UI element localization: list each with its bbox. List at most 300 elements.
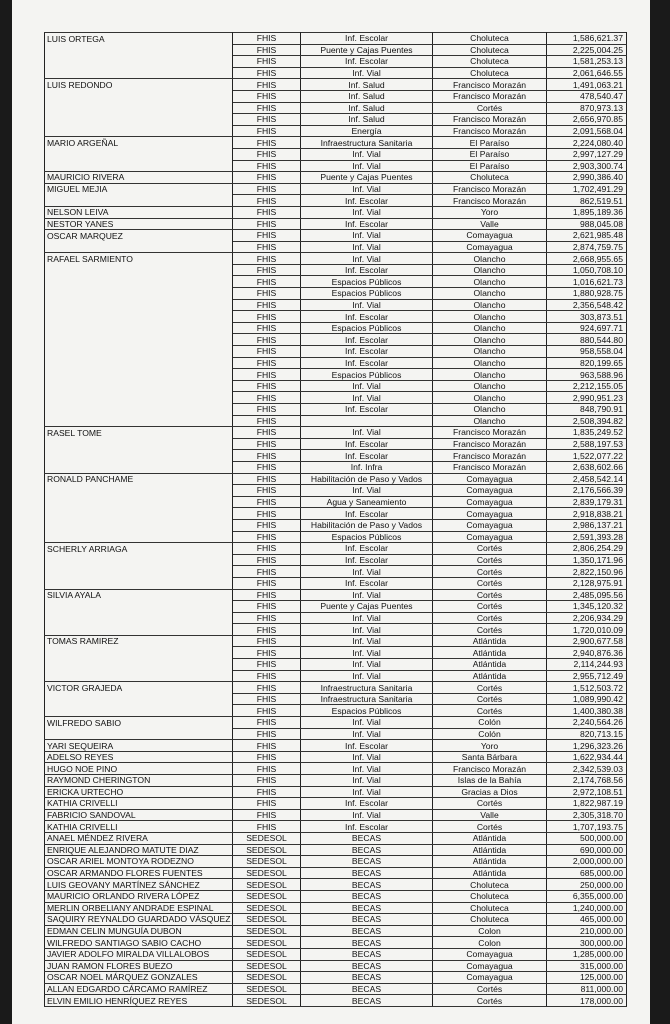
amount-cell: 178,000.00	[547, 995, 627, 1007]
department-cell: Choluteca	[433, 56, 547, 68]
institution-cell: FHIS	[233, 438, 301, 450]
department-cell: Atlántida	[433, 844, 547, 856]
name-cell	[45, 90, 233, 102]
name-cell	[45, 322, 233, 334]
table-row	[45, 264, 627, 276]
department-cell: Comayagua	[433, 473, 547, 485]
name-cell	[45, 659, 233, 671]
project-type-cell: Inf. Escolar	[301, 334, 433, 346]
table-row	[45, 983, 627, 995]
name-cell	[45, 299, 233, 311]
department-cell: Francisco Morazán	[433, 125, 547, 137]
name-cell	[45, 601, 233, 613]
project-type-cell: Inf. Vial	[301, 809, 433, 821]
table-row	[45, 670, 627, 682]
institution-cell: FHIS	[233, 763, 301, 775]
department-cell: Cortés	[433, 577, 547, 589]
table-row	[45, 496, 627, 508]
table-row	[45, 682, 627, 694]
amount-cell: 1,400,380.38	[547, 705, 627, 717]
table-row	[45, 357, 627, 369]
institution-cell: FHIS	[233, 264, 301, 276]
institution-cell: FHIS	[233, 334, 301, 346]
project-type-cell: BECAS	[301, 914, 433, 926]
department-cell: Olancho	[433, 404, 547, 416]
name-cell: ADELSO REYES	[45, 751, 233, 763]
institution-cell: FHIS	[233, 206, 301, 218]
institution-cell: SEDESOL	[233, 983, 301, 995]
amount-cell: 2,091,568.04	[547, 125, 627, 137]
amount-cell: 315,000.00	[547, 960, 627, 972]
table-row	[45, 856, 627, 868]
department-cell: Francisco Morazán	[433, 461, 547, 473]
project-type-cell: Inf. Escolar	[301, 404, 433, 416]
name-cell: MAURICIO ORLANDO RIVERA LÓPEZ	[45, 890, 233, 902]
table-row	[45, 183, 627, 195]
table-row	[45, 450, 627, 462]
institution-cell: FHIS	[233, 751, 301, 763]
amount-cell: 2,874,759.75	[547, 241, 627, 253]
department-cell: Atlántida	[433, 832, 547, 844]
institution-cell: FHIS	[233, 33, 301, 45]
amount-cell: 300,000.00	[547, 937, 627, 949]
project-type-cell: Inf. Vial	[301, 160, 433, 172]
project-type-cell: Agua y Saneamiento	[301, 496, 433, 508]
amount-cell: 210,000.00	[547, 925, 627, 937]
institution-cell: SEDESOL	[233, 832, 301, 844]
name-cell	[45, 334, 233, 346]
table-row	[45, 253, 627, 265]
name-cell	[45, 148, 233, 160]
department-cell: Comayagua	[433, 508, 547, 520]
department-cell: Cortés	[433, 682, 547, 694]
project-type-cell	[301, 415, 433, 427]
institution-cell: FHIS	[233, 601, 301, 613]
institution-cell: SEDESOL	[233, 960, 301, 972]
project-type-cell: Inf. Escolar	[301, 218, 433, 230]
institution-cell: FHIS	[233, 357, 301, 369]
table-row	[45, 404, 627, 416]
project-type-cell: BECAS	[301, 879, 433, 891]
institution-cell: FHIS	[233, 44, 301, 56]
department-cell: Colón	[433, 728, 547, 740]
table-row	[45, 844, 627, 856]
institution-cell: SEDESOL	[233, 856, 301, 868]
institution-cell: FHIS	[233, 322, 301, 334]
project-type-cell: Espacios Públicos	[301, 705, 433, 717]
project-type-cell: Espacios Públicos	[301, 288, 433, 300]
department-cell: Comayagua	[433, 496, 547, 508]
name-cell	[45, 44, 233, 56]
amount-cell: 2,903,300.74	[547, 160, 627, 172]
amount-cell: 1,285,000.00	[547, 948, 627, 960]
name-cell: OSCAR ARMANDO FLORES FUENTES	[45, 867, 233, 879]
amount-cell: 2,638,602.66	[547, 461, 627, 473]
table-row	[45, 67, 627, 79]
name-cell	[45, 311, 233, 323]
name-cell	[45, 160, 233, 172]
institution-cell: FHIS	[233, 496, 301, 508]
department-cell: Francisco Morazán	[433, 427, 547, 439]
project-type-cell: Inf. Vial	[301, 635, 433, 647]
department-cell: Comayagua	[433, 531, 547, 543]
project-type-cell: Inf. Vial	[301, 728, 433, 740]
project-type-cell: Inf. Vial	[301, 392, 433, 404]
name-cell: HUGO NOE PINO	[45, 763, 233, 775]
project-type-cell: Inf. Vial	[301, 230, 433, 242]
table-row	[45, 241, 627, 253]
name-cell: JAVIER ADOLFO MIRALDA VILLALOBOS	[45, 948, 233, 960]
amount-cell: 1,835,249.52	[547, 427, 627, 439]
department-cell: Olancho	[433, 264, 547, 276]
table-row	[45, 775, 627, 787]
table-row	[45, 114, 627, 126]
institution-cell: FHIS	[233, 670, 301, 682]
department-cell: Olancho	[433, 334, 547, 346]
amount-cell: 2,000,000.00	[547, 856, 627, 868]
amount-cell: 2,305,318.70	[547, 809, 627, 821]
amount-cell: 2,806,254.29	[547, 543, 627, 555]
institution-cell: FHIS	[233, 682, 301, 694]
name-cell: JUAN RAMON FLORES BUEZO	[45, 960, 233, 972]
name-cell	[45, 461, 233, 473]
institution-cell: FHIS	[233, 740, 301, 752]
name-cell	[45, 102, 233, 114]
institution-cell: FHIS	[233, 253, 301, 265]
project-type-cell: BECAS	[301, 983, 433, 995]
amount-cell: 6,355,000.00	[547, 890, 627, 902]
project-type-cell: Inf. Vial	[301, 299, 433, 311]
amount-cell: 2,356,548.42	[547, 299, 627, 311]
department-cell: Comayagua	[433, 230, 547, 242]
project-type-cell: Inf. Vial	[301, 659, 433, 671]
table-row	[45, 705, 627, 717]
amount-cell: 820,713.15	[547, 728, 627, 740]
name-cell: SCHERLY ARRIAGA	[45, 543, 233, 555]
institution-cell: FHIS	[233, 172, 301, 184]
table-row	[45, 543, 627, 555]
name-cell: LUIS GEOVANY MARTÍNEZ SÁNCHEZ	[45, 879, 233, 891]
amount-cell: 1,350,171.96	[547, 554, 627, 566]
department-cell: Cortés	[433, 624, 547, 636]
table-row	[45, 809, 627, 821]
name-cell: ALLAN EDGARDO CÁRCAMO RAMÍREZ	[45, 983, 233, 995]
amount-cell: 2,918,838.21	[547, 508, 627, 520]
project-type-cell: BECAS	[301, 972, 433, 984]
name-cell	[45, 531, 233, 543]
amount-cell: 1,522,077.22	[547, 450, 627, 462]
institution-cell: FHIS	[233, 90, 301, 102]
department-cell: El Paraíso	[433, 137, 547, 149]
amount-cell: 690,000.00	[547, 844, 627, 856]
amount-cell: 1,512,503.72	[547, 682, 627, 694]
project-type-cell: Inf. Escolar	[301, 450, 433, 462]
table-row	[45, 33, 627, 45]
name-cell	[45, 67, 233, 79]
table-row	[45, 90, 627, 102]
project-type-cell: Inf. Salud	[301, 114, 433, 126]
table-row	[45, 960, 627, 972]
project-type-cell: Puente y Cajas Puentes	[301, 601, 433, 613]
name-cell	[45, 693, 233, 705]
table-row	[45, 577, 627, 589]
department-cell: Comayagua	[433, 948, 547, 960]
institution-cell: SEDESOL	[233, 948, 301, 960]
name-cell	[45, 647, 233, 659]
department-cell: Yoro	[433, 206, 547, 218]
name-cell: FABRICIO SANDOVAL	[45, 809, 233, 821]
table-row	[45, 554, 627, 566]
table-row	[45, 937, 627, 949]
project-type-cell: BECAS	[301, 995, 433, 1007]
amount-cell: 2,212,155.05	[547, 380, 627, 392]
table-body	[45, 33, 627, 1007]
name-cell	[45, 125, 233, 137]
institution-cell: SEDESOL	[233, 972, 301, 984]
table-row	[45, 798, 627, 810]
table-row	[45, 427, 627, 439]
institution-cell: SEDESOL	[233, 995, 301, 1007]
table-row	[45, 612, 627, 624]
amount-cell: 303,873.51	[547, 311, 627, 323]
project-type-cell: Inf. Escolar	[301, 554, 433, 566]
project-type-cell: Inf. Vial	[301, 241, 433, 253]
project-type-cell: Inf. Vial	[301, 485, 433, 497]
amount-cell: 1,702,491.29	[547, 183, 627, 195]
table-row	[45, 102, 627, 114]
institution-cell: FHIS	[233, 577, 301, 589]
department-cell: Comayagua	[433, 972, 547, 984]
institution-cell: FHIS	[233, 160, 301, 172]
amount-cell: 1,240,000.00	[547, 902, 627, 914]
table-row	[45, 299, 627, 311]
table-row	[45, 508, 627, 520]
department-cell: Cortés	[433, 983, 547, 995]
department-cell: Comayagua	[433, 960, 547, 972]
institution-cell: FHIS	[233, 276, 301, 288]
institution-cell: FHIS	[233, 148, 301, 160]
table-row	[45, 763, 627, 775]
department-cell: Colon	[433, 925, 547, 937]
department-cell: Cortés	[433, 612, 547, 624]
amount-cell: 2,822,150.96	[547, 566, 627, 578]
institution-cell: FHIS	[233, 415, 301, 427]
amount-cell: 500,000.00	[547, 832, 627, 844]
institution-cell: FHIS	[233, 241, 301, 253]
institution-cell: FHIS	[233, 589, 301, 601]
project-type-cell: BECAS	[301, 960, 433, 972]
name-cell	[45, 450, 233, 462]
project-type-cell: Inf. Vial	[301, 380, 433, 392]
institution-cell: SEDESOL	[233, 914, 301, 926]
amount-cell: 250,000.00	[547, 879, 627, 891]
table-row	[45, 832, 627, 844]
project-type-cell: Inf. Vial	[301, 183, 433, 195]
project-type-cell: Inf. Escolar	[301, 740, 433, 752]
name-cell: OSCAR MARQUEZ	[45, 230, 233, 242]
table-row	[45, 461, 627, 473]
table-row	[45, 902, 627, 914]
institution-cell: FHIS	[233, 183, 301, 195]
department-cell: Choluteca	[433, 172, 547, 184]
project-type-cell: Habilitación de Paso y Vados	[301, 473, 433, 485]
amount-cell: 2,114,244.93	[547, 659, 627, 671]
name-cell	[45, 357, 233, 369]
project-type-cell: BECAS	[301, 856, 433, 868]
table-row	[45, 972, 627, 984]
project-type-cell: Inf. Escolar	[301, 543, 433, 555]
name-cell: MIGUEL MEJIA	[45, 183, 233, 195]
name-cell	[45, 404, 233, 416]
department-cell: Colon	[433, 937, 547, 949]
project-type-cell: Inf. Vial	[301, 148, 433, 160]
amount-cell: 1,720,010.09	[547, 624, 627, 636]
project-type-cell: BECAS	[301, 844, 433, 856]
amount-cell: 2,128,975.91	[547, 577, 627, 589]
table-row	[45, 601, 627, 613]
funds-table	[44, 32, 627, 1007]
institution-cell: FHIS	[233, 554, 301, 566]
table-row	[45, 438, 627, 450]
table-row	[45, 566, 627, 578]
institution-cell: FHIS	[233, 380, 301, 392]
department-cell: Cortés	[433, 589, 547, 601]
amount-cell: 2,508,394.82	[547, 415, 627, 427]
project-type-cell: Inf. Salud	[301, 90, 433, 102]
table-row	[45, 531, 627, 543]
amount-cell: 2,174,768.56	[547, 775, 627, 787]
amount-cell: 1,345,120.32	[547, 601, 627, 613]
amount-cell: 478,540.47	[547, 90, 627, 102]
department-cell: Choluteca	[433, 914, 547, 926]
table-row	[45, 172, 627, 184]
amount-cell: 870,973.13	[547, 102, 627, 114]
amount-cell: 2,990,951.23	[547, 392, 627, 404]
institution-cell: FHIS	[233, 624, 301, 636]
institution-cell: FHIS	[233, 369, 301, 381]
institution-cell: FHIS	[233, 67, 301, 79]
table-row	[45, 879, 627, 891]
amount-cell: 1,822,987.19	[547, 798, 627, 810]
department-cell: Cortés	[433, 798, 547, 810]
table-row	[45, 786, 627, 798]
table-row	[45, 392, 627, 404]
department-cell: Francisco Morazán	[433, 90, 547, 102]
department-cell: Cortés	[433, 543, 547, 555]
name-cell	[45, 485, 233, 497]
table-row	[45, 624, 627, 636]
institution-cell: FHIS	[233, 311, 301, 323]
name-cell	[45, 276, 233, 288]
name-cell: ELVIN EMILIO HENRÍQUEZ REYES	[45, 995, 233, 1007]
department-cell: Olancho	[433, 357, 547, 369]
amount-cell: 1,622,934.44	[547, 751, 627, 763]
institution-cell: FHIS	[233, 346, 301, 358]
institution-cell: FHIS	[233, 693, 301, 705]
table-row	[45, 635, 627, 647]
department-cell: Cortés	[433, 102, 547, 114]
table-row	[45, 821, 627, 833]
department-cell: Francisco Morazán	[433, 79, 547, 91]
department-cell: Comayagua	[433, 519, 547, 531]
project-type-cell: Espacios Públicos	[301, 531, 433, 543]
amount-cell: 1,016,621.73	[547, 276, 627, 288]
name-cell: YARI SEQUEIRA	[45, 740, 233, 752]
institution-cell: FHIS	[233, 56, 301, 68]
table-row	[45, 948, 627, 960]
table-container	[44, 32, 626, 1007]
name-cell	[45, 56, 233, 68]
department-cell: Olancho	[433, 311, 547, 323]
institution-cell: FHIS	[233, 775, 301, 787]
table-row	[45, 473, 627, 485]
project-type-cell: Inf. Salud	[301, 79, 433, 91]
table-row	[45, 148, 627, 160]
department-cell: Choluteca	[433, 33, 547, 45]
amount-cell: 2,342,539.03	[547, 763, 627, 775]
name-cell: ERICKA URTECHO	[45, 786, 233, 798]
department-cell: Cortés	[433, 601, 547, 613]
department-cell: Valle	[433, 809, 547, 821]
project-type-cell: BECAS	[301, 902, 433, 914]
project-type-cell: Inf. Escolar	[301, 577, 433, 589]
institution-cell: FHIS	[233, 531, 301, 543]
project-type-cell: Inf. Escolar	[301, 264, 433, 276]
name-cell: RASEL TOME	[45, 427, 233, 439]
name-cell: VICTOR GRAJEDA	[45, 682, 233, 694]
amount-cell: 958,558.04	[547, 346, 627, 358]
name-cell: SAQUIRY REYNALDO GUARDADO VÁSQUEZ	[45, 914, 233, 926]
table-row	[45, 995, 627, 1007]
department-cell: Olancho	[433, 369, 547, 381]
project-type-cell: Inf. Escolar	[301, 438, 433, 450]
amount-cell: 2,458,542.14	[547, 473, 627, 485]
project-type-cell: Inf. Escolar	[301, 798, 433, 810]
department-cell: Olancho	[433, 253, 547, 265]
project-type-cell: Inf. Vial	[301, 206, 433, 218]
name-cell: EDMAN CELIN MUNGUÍA DUBON	[45, 925, 233, 937]
project-type-cell: Inf. Escolar	[301, 56, 433, 68]
name-cell: OSCAR ARIEL MONTOYA RODEZNO	[45, 856, 233, 868]
institution-cell: FHIS	[233, 659, 301, 671]
name-cell	[45, 369, 233, 381]
institution-cell: FHIS	[233, 102, 301, 114]
project-type-cell: Espacios Públicos	[301, 322, 433, 334]
name-cell	[45, 346, 233, 358]
institution-cell: FHIS	[233, 717, 301, 729]
amount-cell: 2,997,127.29	[547, 148, 627, 160]
department-cell: Francisco Morazán	[433, 450, 547, 462]
department-cell: Yoro	[433, 740, 547, 752]
table-row	[45, 485, 627, 497]
project-type-cell: Puente y Cajas Puentes	[301, 44, 433, 56]
department-cell: Francisco Morazán	[433, 763, 547, 775]
name-cell: MERLIN ORBELIANY ANDRADE ESPINAL	[45, 902, 233, 914]
department-cell: Atlántida	[433, 670, 547, 682]
project-type-cell: BECAS	[301, 832, 433, 844]
name-cell: LUIS ORTEGA	[45, 33, 233, 45]
department-cell: Olancho	[433, 392, 547, 404]
institution-cell: FHIS	[233, 519, 301, 531]
department-cell: Comayagua	[433, 485, 547, 497]
amount-cell: 2,621,985.48	[547, 230, 627, 242]
department-cell: Valle	[433, 218, 547, 230]
amount-cell: 2,206,934.29	[547, 612, 627, 624]
institution-cell: SEDESOL	[233, 844, 301, 856]
institution-cell: FHIS	[233, 125, 301, 137]
amount-cell: 2,986,137.21	[547, 519, 627, 531]
institution-cell: FHIS	[233, 508, 301, 520]
